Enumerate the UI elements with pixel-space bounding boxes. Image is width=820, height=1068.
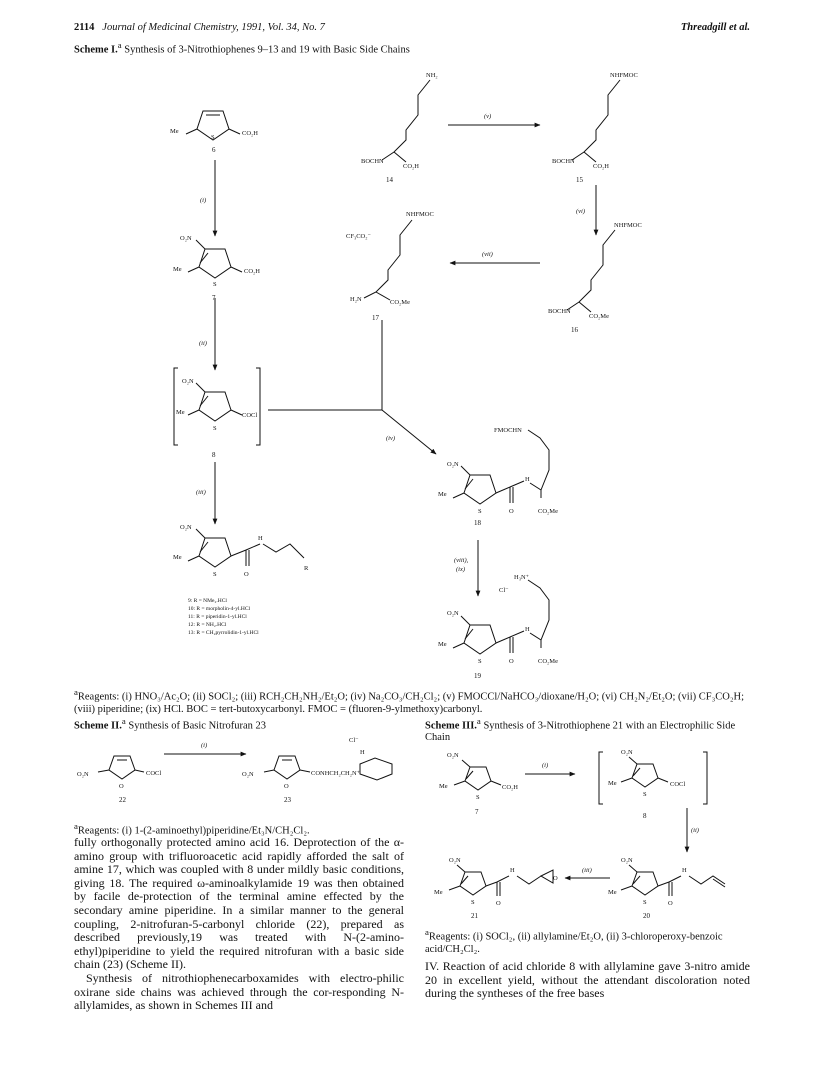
scheme-3-reagents-text: Reagents: (i) SOCl₂, (ii) allylamine/Et₂O, (ii) 3-chloroperoxy-benzoic acid/CH₂Cl₂. (425, 931, 723, 955)
c6-co2h: CO₂H (242, 130, 258, 137)
c19-h: H (525, 626, 530, 633)
c6-s: S (211, 134, 215, 141)
scheme-3-reagents-mark: a (425, 927, 429, 937)
step-viii-label: (viii), (454, 557, 469, 564)
c18-me: Me (438, 491, 447, 498)
reaction-arrows (215, 125, 596, 596)
c22-o2n: O₂N (77, 771, 89, 778)
scheme-3-title (425, 716, 750, 743)
r-list-11: 11: R = piperidin-1-yl.HCl (188, 614, 247, 620)
s3-c8-s: S (643, 791, 647, 798)
c14-nh2: NH₂ (426, 72, 438, 79)
s3-c7-o2n: O₂N (447, 752, 459, 759)
c7-me: Me (173, 266, 182, 273)
scheme-2-step-i: (i) (201, 742, 208, 749)
label-23: 23 (284, 796, 291, 804)
label-15: 15 (576, 176, 583, 184)
compound-18-structure (453, 430, 549, 504)
scheme-3-label: Scheme III. (425, 720, 477, 732)
label-16: 16 (571, 326, 578, 334)
s3-label-7: 7 (475, 808, 479, 816)
scheme-1-footnote-mark: a (117, 40, 122, 50)
c23-h: H (360, 749, 365, 756)
s3-c21-s: S (471, 899, 475, 906)
left-paragraph-1: fully orthogonally protected amino acid 16. Deprotection of the α-amino group with trifluoroacetic acid rapidly afforded the salt of amine 17, which was coupled with 8 under mildly basic conditions, giving 18. The required ω-aminoalkylamide 19 was then obtained by facile de-protection of the terminal amine effected by the secondary amine piperidine. In a similar manner to the general coupling, 2-nitrofuran-5-carbonyl chloride (22), prepared as described previously,19 was treated with N-(2-amino-ethyl)piperidine to yield the required nitrofuran with a basic side chain (23) (Scheme II). (74, 835, 404, 972)
c9-o2n: O₂N (180, 524, 192, 531)
c9-s: S (213, 571, 217, 578)
s3-c7-s: S (476, 794, 480, 801)
c18-o: O (509, 508, 514, 515)
c9-h: H (258, 535, 263, 542)
s3-c20-h: H (682, 867, 687, 874)
scheme-1-caption: Synthesis of 3-Nitrothiophenes 9–13 and 19 with Basic Side Chains (124, 44, 410, 56)
s3-c21-epoxide-o: O (553, 875, 558, 882)
label-17: 17 (372, 314, 379, 322)
s3-label-21: 21 (471, 912, 478, 920)
scheme-2-reagents-text: Reagents: (i) 1-(2-aminoethyl)piperidine/Et₃N/CH₂Cl₂. (77, 825, 310, 837)
label-18: 18 (474, 519, 481, 527)
label-8: 8 (212, 451, 216, 459)
c18-h: H (525, 476, 530, 483)
c22-cocl: COCl (146, 770, 162, 777)
label-22: 22 (119, 796, 126, 804)
c15-nhfmoc: NHFMOC (610, 72, 638, 79)
c7-s: S (213, 281, 217, 288)
scheme-2-footnote-mark: a (121, 716, 126, 726)
c19-cl: Cl⁻ (499, 587, 509, 594)
label-6: 6 (212, 146, 216, 154)
page-number: 2114 (74, 22, 95, 33)
c14-bochn: BOCHN (361, 158, 384, 165)
c19-me: Me (438, 641, 447, 648)
c6-me: Me (170, 128, 179, 135)
c19-o: O (509, 658, 514, 665)
r-list-13: 13: R = CH₂pyrrolidin-1-yl.HCl (188, 630, 259, 636)
s3-c20-me: Me (608, 889, 617, 896)
compound-17-structure (364, 220, 412, 300)
c8-s: S (213, 425, 217, 432)
s3-step-iii: (iii) (582, 867, 592, 874)
scheme-3-reagents (425, 926, 750, 957)
c16-bochn: BOCHN (548, 308, 571, 315)
r-list-9: 9: R = NMe₂.HCl (188, 598, 227, 604)
scheme-2-reagents-mark: a (74, 821, 78, 831)
c9-o: O (244, 571, 249, 578)
right-paragraph-1: IV. Reaction of acid chloride 8 with allylamine gave 3-nitro amide 20 in excellent yield, without the attendant discoloration noted during the syntheses of the free bases (425, 959, 750, 1001)
c16-nhfmoc: NHFMOC (614, 222, 642, 229)
scheme-1-label: Scheme I. (74, 44, 118, 56)
c19-h3n: H₃N⁺ (514, 574, 530, 581)
c22-o: O (119, 783, 124, 790)
c9-me: Me (173, 554, 182, 561)
c9-r: R (304, 565, 309, 572)
c17-co2me: CO₂Me (390, 299, 410, 306)
step-v-label: (v) (484, 113, 492, 120)
c8-me: Me (176, 409, 185, 416)
compound-7-structure (188, 240, 242, 278)
c15-co2h: CO₂H (593, 163, 609, 170)
s3-c7-me: Me (439, 783, 448, 790)
s3-c21-o: O (496, 900, 501, 907)
scheme-2-label: Scheme II. (74, 720, 122, 732)
c17-nhfmoc: NHFMOC (406, 211, 434, 218)
label-19: 19 (474, 672, 481, 680)
c15-bochn: BOCHN (552, 158, 575, 165)
c7-co2h: CO₂H (244, 268, 260, 275)
s3-c21-h: H (510, 867, 515, 874)
s3-c20-o: O (668, 900, 673, 907)
scheme-1-reagents (74, 686, 750, 717)
s3-c20-o2n: O₂N (621, 857, 633, 864)
s3-c7-co2h: CO₂H (502, 784, 518, 791)
label-7: 7 (212, 294, 216, 302)
arrow-step-iv (268, 320, 436, 454)
step-ii-label: (ii) (199, 340, 207, 347)
s3-c8-cocl: COCl (670, 781, 686, 788)
journal-citation: Journal of Medicinal Chemistry, 1991, Vol. 34, No. 7 (102, 22, 325, 33)
s3-c21-me: Me (434, 889, 443, 896)
step-iii-label: (iii) (196, 489, 206, 496)
step-ix-label: (ix) (456, 566, 466, 573)
scheme-2-diagram (74, 730, 404, 812)
step-vi-label: (vi) (576, 208, 586, 215)
left-column-text (74, 836, 404, 1013)
s3-label-8: 8 (643, 812, 647, 820)
compound-15-structure (572, 80, 620, 162)
c18-co2me: CO₂Me (538, 508, 558, 515)
c23-side: CONHCH₂CH₂N⁺ (311, 770, 361, 777)
scheme-1-reagents-mark: a (74, 687, 78, 697)
c18-fmochn: FMOCHN (494, 427, 522, 434)
scheme-3-footnote-mark: a (476, 716, 481, 726)
step-vii-label: (vii) (482, 251, 493, 258)
compound-16-structure (567, 230, 615, 312)
c17-h2n: H₂N (350, 296, 362, 303)
scheme-2-caption: Synthesis of Basic Nitrofuran 23 (128, 720, 267, 732)
s3-step-ii: (ii) (691, 827, 699, 834)
c23-o: O (284, 783, 289, 790)
s3-c8-me: Me (608, 780, 617, 787)
header-authors: Threadgill et al. (680, 22, 750, 33)
r-list-10: 10: R = morpholin-4-yl.HCl (188, 606, 251, 612)
c19-o2n: O₂N (447, 610, 459, 617)
scheme-1-reagents-text: Reagents: (i) HNO₃/Ac₂O; (ii) SOCl₂; (iii) RCH₂CH₂NH₂/Et₂O; (iv) Na₂CO₃/CH₂Cl₂; (v) FMOCCl/NaHCO₃/dioxane/H₂O; (vi) CH₂N₂/Et₂O; (vii) CF₃CO₂H; (viii) piperidine; (ix) HCl. BOC = tert-butoxycarbonyl. FMOC = (fluoren-9-ylmethoxy)carbonyl. (74, 691, 745, 715)
c14-co2h: CO₂H (403, 163, 419, 170)
c7-o2n: O₂N (180, 235, 192, 242)
left-paragraph-2: Synthesis of nitrothiophenecarboxamides with electro-philic oxirane side chains was achieved through the cor-responding N-allylamides, as shown in Schemes III and (74, 970, 404, 1013)
c19-co2me: CO₂Me (538, 658, 558, 665)
c16-co2me: CO₂Me (589, 313, 609, 320)
compound-9-13-structure (188, 529, 304, 567)
step-iv-label: (iv) (386, 435, 396, 442)
step-i-label: (i) (200, 197, 207, 204)
c17-cf3co2: CF₃CO₂⁻ (346, 233, 371, 240)
scheme-3-caption: Synthesis of 3-Nitrothiophene 21 with an Electrophilic Side Chain (425, 720, 736, 743)
c8-o2n: O₂N (182, 378, 194, 385)
label-14: 14 (386, 176, 393, 184)
s3-c21-o2n: O₂N (449, 857, 461, 864)
r-list-12: 12: R = NH₂.HCl (188, 622, 227, 628)
c19-s: S (478, 658, 482, 665)
c23-o2n: O₂N (242, 771, 254, 778)
s3-c8-o2n: O₂N (621, 749, 633, 756)
c18-s: S (478, 508, 482, 515)
right-column-text (425, 960, 750, 1001)
c18-o2n: O₂N (447, 461, 459, 468)
scheme-3-diagram (425, 742, 750, 920)
s3-label-20: 20 (643, 912, 650, 920)
c23-cl: Cl⁻ (349, 737, 359, 744)
c8-cocl: COCl (242, 412, 258, 419)
s3-c20-s: S (643, 899, 647, 906)
s3-step-i: (i) (542, 762, 549, 769)
compound-14-structure (382, 80, 430, 162)
